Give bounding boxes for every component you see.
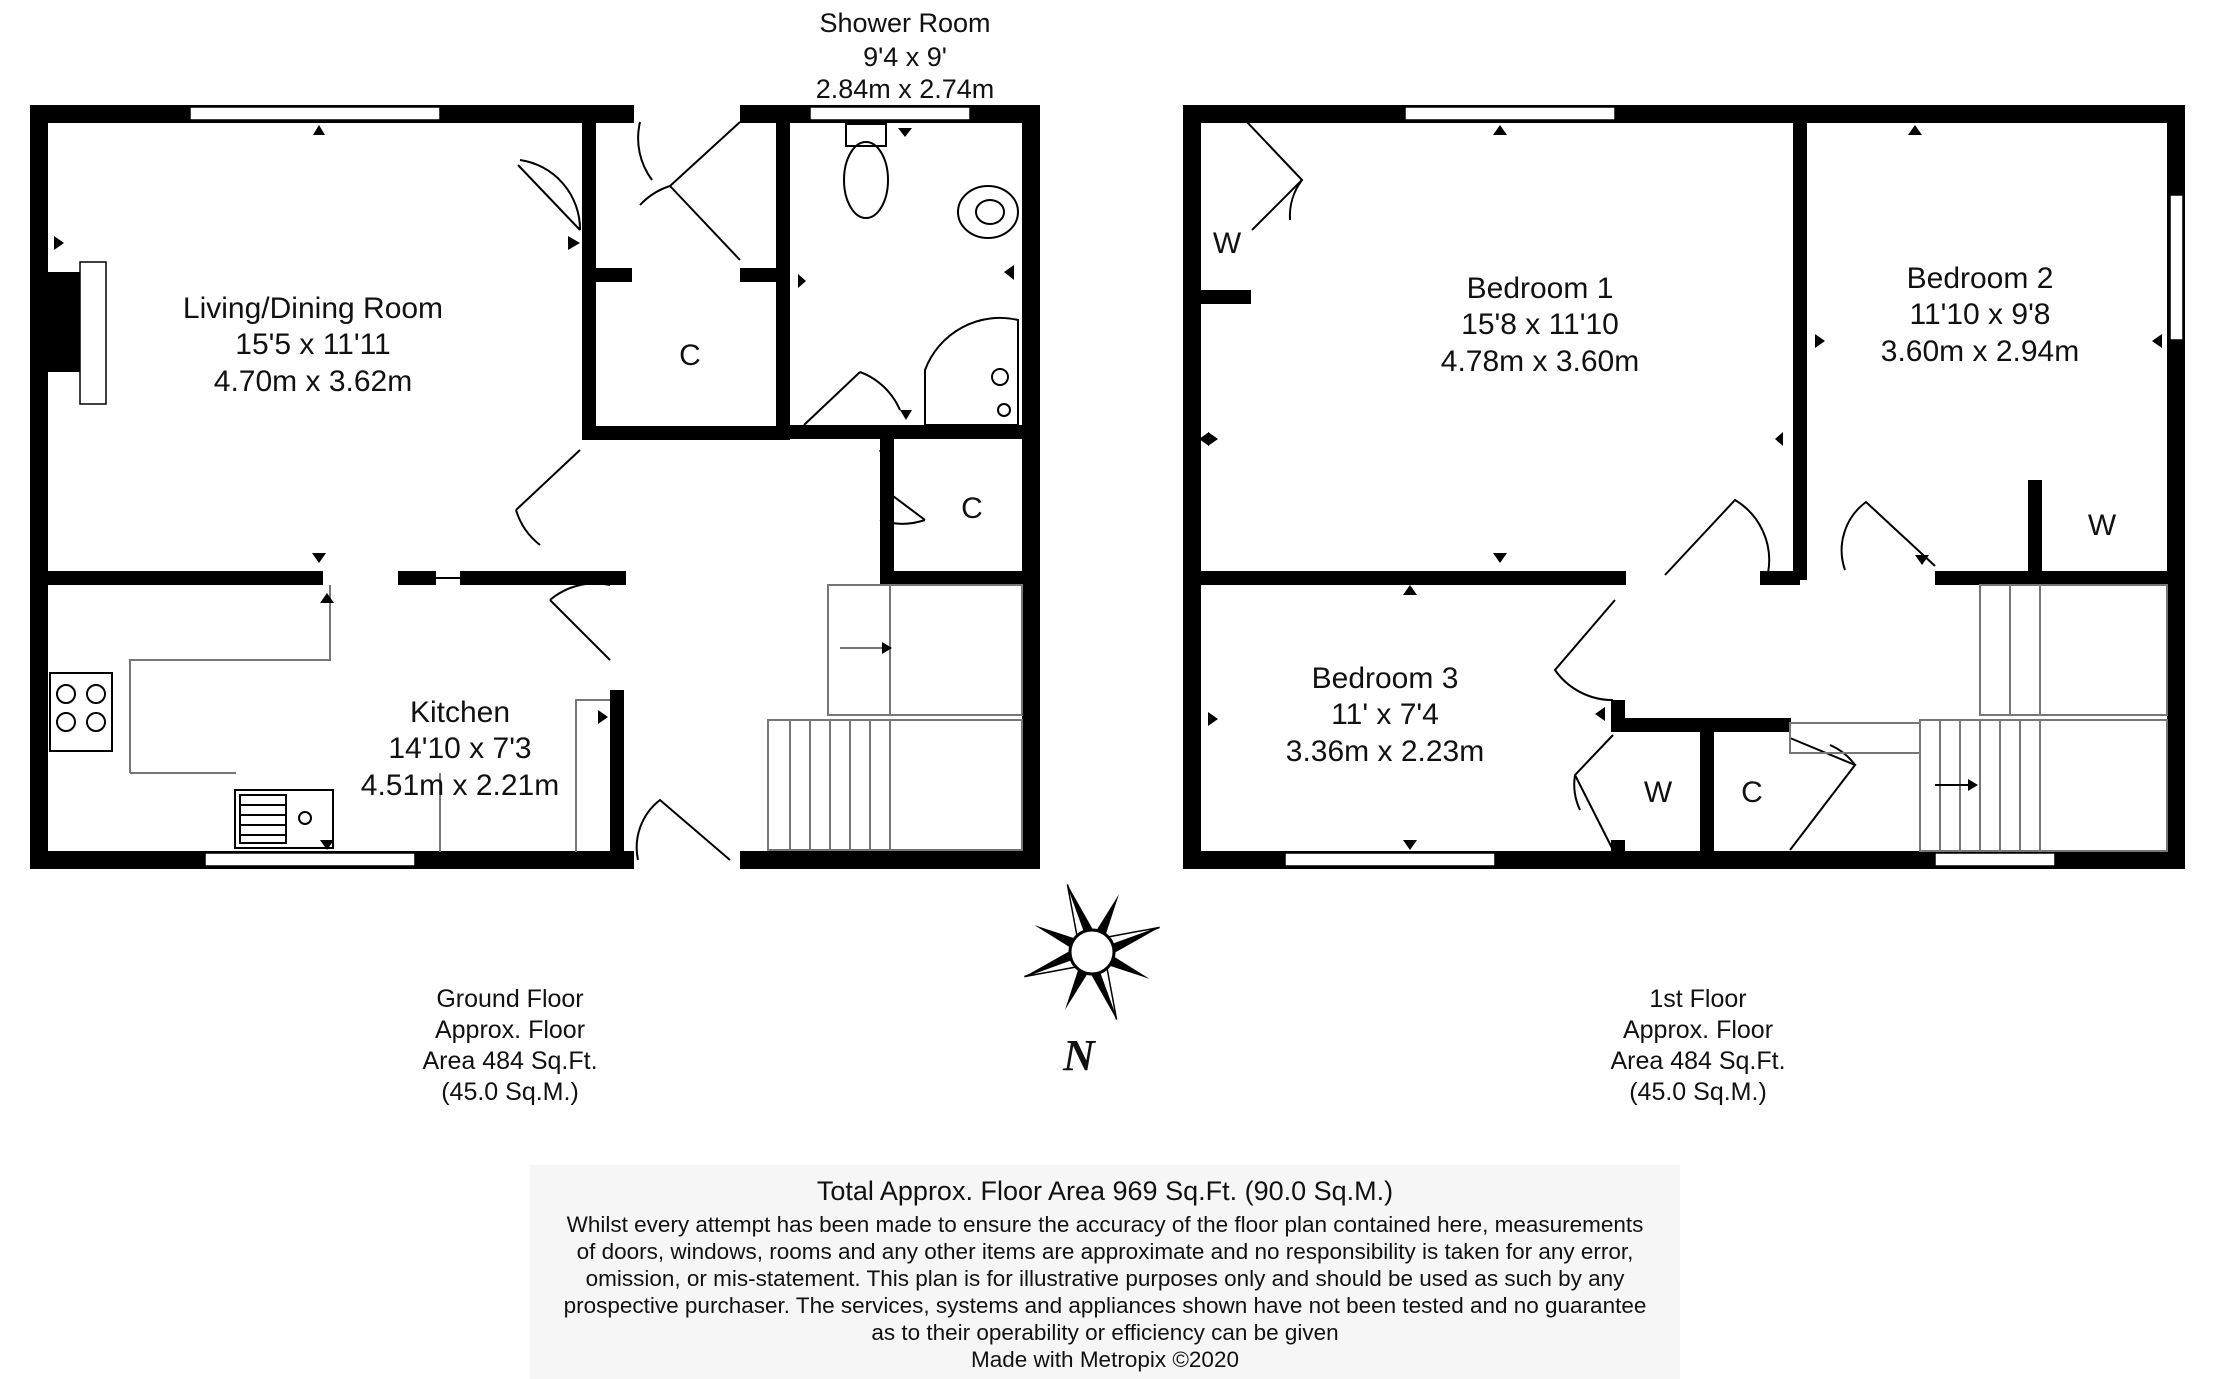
ground-floor-area-line1: Ground Floor <box>436 985 584 1013</box>
room-dim-metric-bedroom2: 3.60m x 2.94m <box>1880 335 2080 368</box>
credit-line: Made with Metropix ©2020 <box>971 1347 1239 1372</box>
window <box>1405 107 1615 120</box>
room-dim-imperial-kitchen: 14'10 x 7'3 <box>388 732 532 765</box>
room-dim-imperial-bedroom2: 11'10 x 9'8 <box>1909 298 2051 331</box>
ground-floor-area-line2: Approx. Floor <box>434 1016 586 1044</box>
first-floor-labels <box>1213 227 2117 1106</box>
window <box>810 107 970 120</box>
ground-floor-plan <box>30 105 1040 869</box>
cupboard-label: C <box>961 492 983 525</box>
toilet-icon <box>844 142 888 218</box>
first-floor-area-line2: Approx. Floor <box>1622 1016 1774 1044</box>
disclaimer-line: of doors, windows, rooms and any other items are approximate and no responsibility is taken for any error, <box>576 1239 1634 1264</box>
room-name-bedroom1: Bedroom 1 <box>1466 272 1614 305</box>
room-name-shower: Shower Room <box>819 8 991 38</box>
first-floor-area-line1: 1st Floor <box>1649 985 1747 1013</box>
disclaimer-line: Whilst every attempt has been made to ensure the accuracy of the floor plan contained here, measurements <box>566 1212 1644 1237</box>
disclaimer-line: omission, or mis-statement. This plan is for illustrative purposes only and should be used as such by any <box>585 1266 1625 1291</box>
room-dim-metric-living: 4.70m x 3.62m <box>213 365 413 398</box>
room-name-living: Living/Dining Room <box>182 292 444 325</box>
room-dim-metric-kitchen: 4.51m x 2.21m <box>360 769 560 802</box>
room-name-kitchen: Kitchen <box>409 696 511 729</box>
first-floor-area-line4: (45.0 Sq.M.) <box>1629 1078 1767 1106</box>
shower-tray-icon <box>925 318 1018 425</box>
room-dim-metric-bedroom1: 4.78m x 3.60m <box>1440 345 1640 378</box>
basin-icon <box>958 186 1018 238</box>
room-dim-imperial-shower: 9'4 x 9' <box>863 42 947 72</box>
compass-rose-icon <box>1000 860 1185 1045</box>
total-floor-area: Total Approx. Floor Area 969 Sq.Ft. (90.0 Sq.M.) <box>816 1176 1394 1206</box>
window <box>1285 853 1495 866</box>
window <box>2170 195 2183 340</box>
window <box>190 107 440 120</box>
hob-icon <box>50 673 112 751</box>
window <box>205 853 415 866</box>
ground-floor-area-line4: (45.0 Sq.M.) <box>441 1078 579 1106</box>
disclaimer-line: prospective purchaser. The services, systems and appliances shown have not been tested and no guarantee <box>563 1293 1647 1318</box>
cupboard-label: C <box>1741 776 1763 809</box>
compass-north-label: N <box>1063 1031 1095 1080</box>
cupboard-label: C <box>679 339 701 372</box>
first-floor-area-line3: Area 484 Sq.Ft. <box>1610 1047 1786 1075</box>
room-dim-imperial-bedroom1: 15'8 x 11'10 <box>1461 308 1619 341</box>
room-name-bedroom2: Bedroom 2 <box>1906 262 2054 295</box>
window <box>1935 853 2055 866</box>
wardrobe-label: W <box>2087 509 2117 542</box>
disclaimer-line: as to their operability or efficiency can be given <box>871 1320 1339 1345</box>
wardrobe-label: W <box>1643 776 1673 809</box>
room-dim-metric-shower: 2.84m x 2.74m <box>815 74 995 104</box>
room-dim-metric-bedroom3: 3.36m x 2.23m <box>1285 735 1485 768</box>
room-dim-imperial-living: 15'5 x 11'11 <box>235 328 391 361</box>
room-name-bedroom3: Bedroom 3 <box>1311 662 1459 695</box>
room-dim-imperial-bedroom3: 11' x 7'4 <box>1331 698 1439 731</box>
sink-icon <box>235 790 333 848</box>
wardrobe-label: W <box>1212 227 1242 260</box>
ground-floor-area-line3: Area 484 Sq.Ft. <box>422 1047 598 1075</box>
